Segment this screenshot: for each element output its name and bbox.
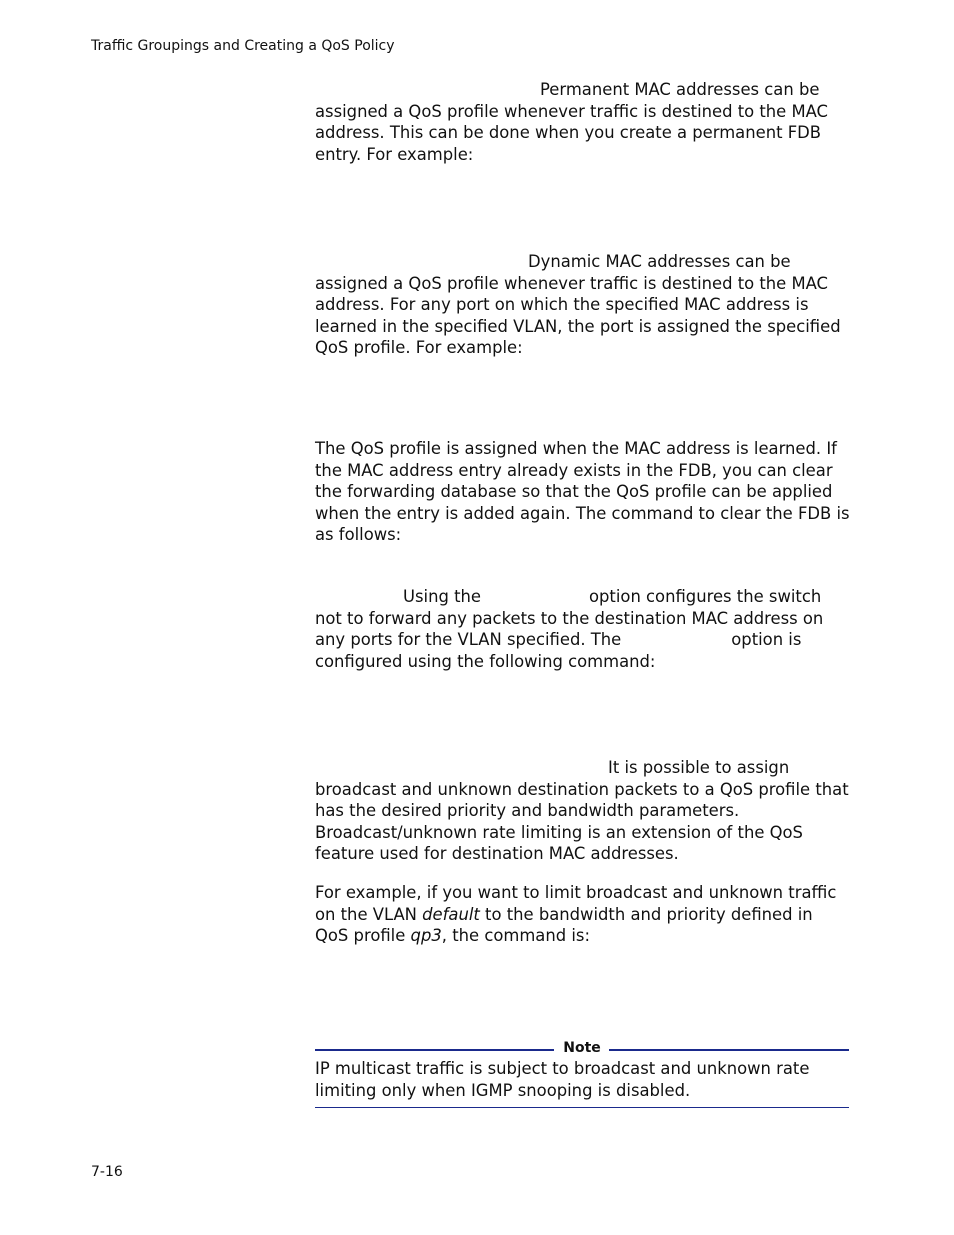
paragraph-dynamic-mac: Dynamic MAC addresses can be assigned a QoS profile whenever traffic is destined to the MAC address. For any port on which the specified MAC address is learned in the specified VLAN, the port is assigned the specified QoS profile. For example: [315, 252, 841, 358]
paragraph-example: For example, if you want to limit broadcast and unknown traffic on the VLAN default to the bandwidth and priority defined in QoS profile qp3, the command is: [315, 883, 837, 946]
note-rule-right [609, 1049, 849, 1051]
paragraph-blackhole: Using the option configures the switch not to forward any packets to the destination MAC address on any ports for the VLAN specified. The option is configured using the following command: [315, 587, 824, 671]
page-number: 7-16 [91, 1164, 123, 1180]
paragraph-permanent-mac: Permanent MAC addresses can be assigned a QoS profile whenever traffic is destined to the MAC address. This can be done when you create a permanent FDB entry. For example: [315, 80, 828, 164]
note-header [315, 1040, 849, 1058]
note-box [315, 1040, 849, 1108]
note-text: IP multicast traffic is subject to broadcast and unknown rate limiting only when IGMP snooping is disabled. [315, 1058, 849, 1108]
paragraph-clear-fdb: The QoS profile is assigned when the MAC address is learned. If the MAC address entry already exists in the FDB, you can clear the forwarding database so that the QoS profile can be applied when the entry is added again. The command to clear the FDB is as follows: [315, 439, 850, 545]
qos-profile-name: qp3 [410, 926, 442, 946]
paragraph-broadcast-unknown: It is possible to assign broadcast and unknown destination packets to a QoS profile that has the desired priority and bandwidth parameters. Broadcast/unknown rate limiting is an extension of the QoS feature used for destination MAC addresses. [315, 758, 849, 864]
vlan-name: default [422, 904, 480, 924]
note-label: Note [563, 1040, 601, 1056]
running-header: Traffic Groupings and Creating a QoS Policy [91, 38, 395, 54]
